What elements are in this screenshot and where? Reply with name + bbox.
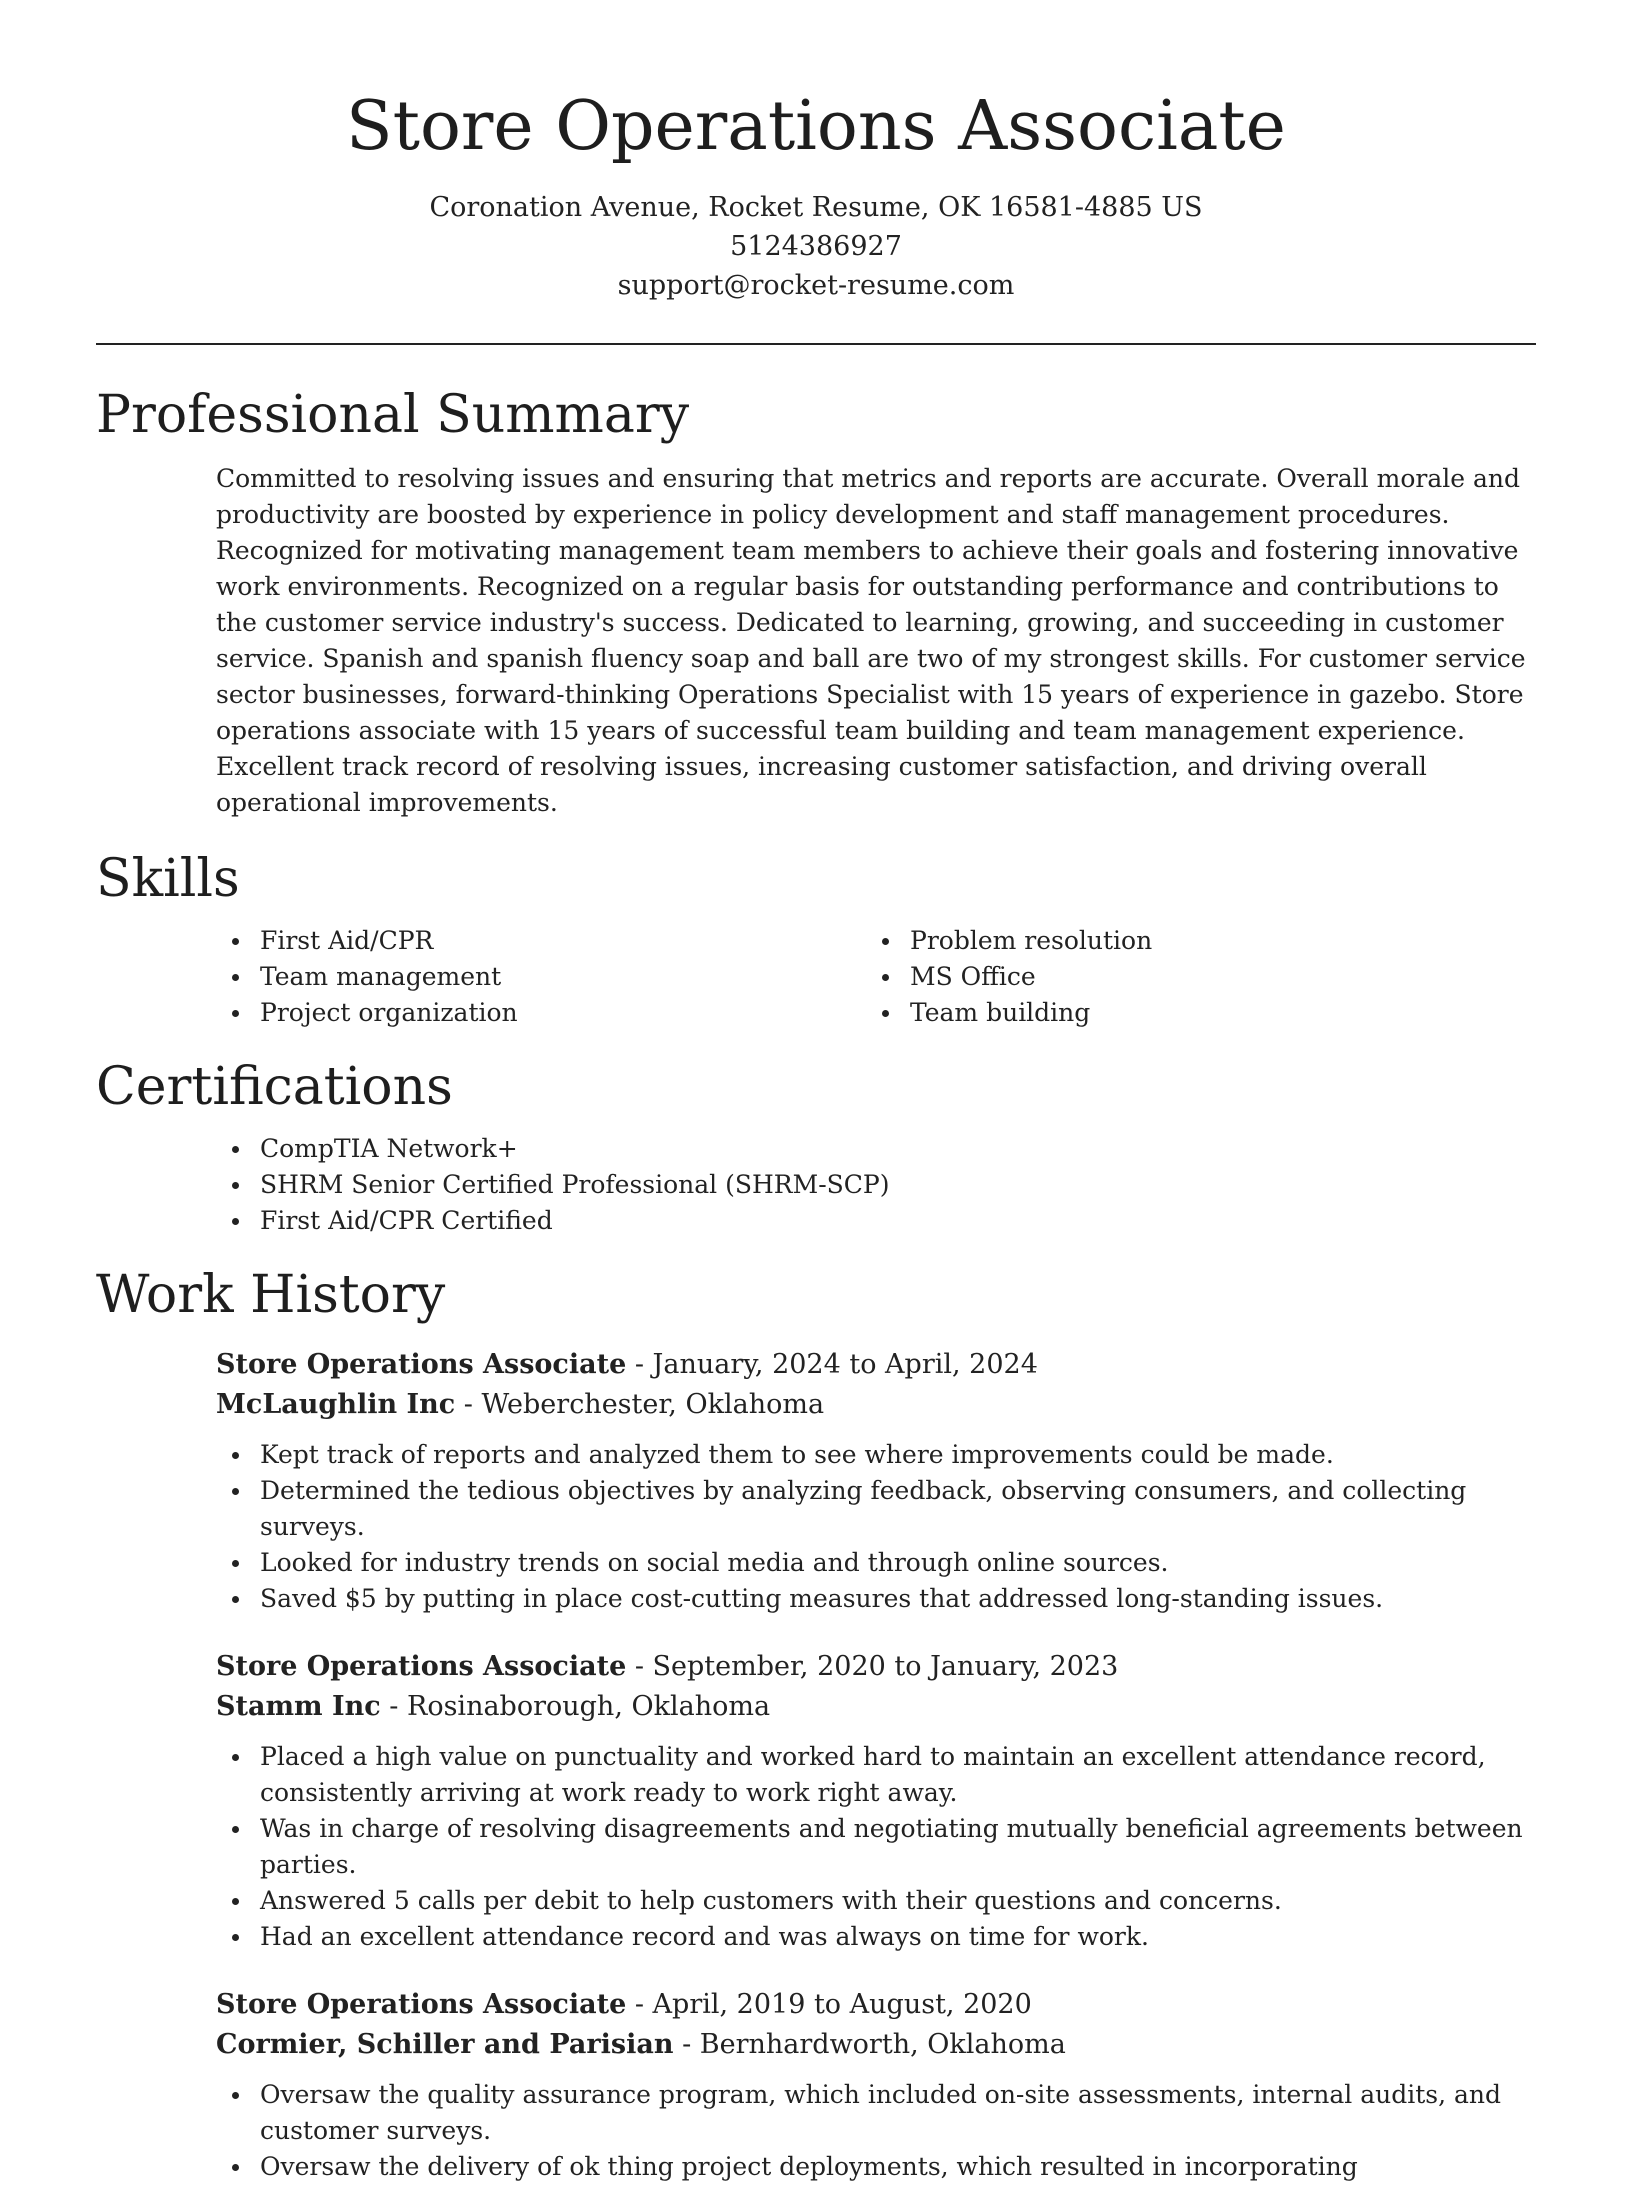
- summary-heading: Professional Summary: [96, 385, 690, 445]
- job-role: Store Operations Associate: [216, 1349, 627, 1380]
- contact-address: Coronation Avenue, Rocket Resume, OK 16581-4885 US: [429, 192, 1203, 223]
- skill-item: First Aid/CPR: [216, 923, 866, 959]
- job-title-line: [216, 1985, 1536, 2025]
- job-bullet: Looked for industry trends on social media and through online sources.: [216, 1545, 1536, 1581]
- resume-name: Store Operations Associate: [346, 87, 1286, 166]
- job-role: Store Operations Associate: [216, 1651, 627, 1682]
- summary-section: [96, 383, 1536, 821]
- job-bullet: Kept track of reports and analyzed them to see where improvements could be made.: [216, 1437, 1536, 1473]
- job-bullet: Placed a high value on punctuality and worked hard to maintain an excellent attendance record, consistently arriving at work ready to work right away.: [216, 1739, 1536, 1811]
- header-divider: [96, 343, 1536, 345]
- job-bullet: Oversaw the quality assurance program, which included on-site assessments, internal audits, and customer surveys.: [216, 2077, 1536, 2149]
- job-title-line: [216, 1345, 1536, 1385]
- job-company-line: [216, 1687, 1536, 1727]
- skills-list-left: [216, 923, 866, 1031]
- job-entry: [216, 1647, 1536, 1955]
- job-company-line: [216, 2025, 1536, 2065]
- job-title-line: [216, 1647, 1536, 1687]
- job-company: McLaughlin Inc: [216, 1389, 456, 1420]
- certification-item: First Aid/CPR Certified: [216, 1203, 1536, 1239]
- job-bullet: Oversaw the delivery of ok thing project deployments, which resulted in incorporating: [216, 2149, 1536, 2185]
- job-bullets: [96, 2077, 1536, 2185]
- skills-heading: Skills: [96, 849, 240, 909]
- skill-item: Problem resolution: [866, 923, 1516, 959]
- skills-grid: [216, 923, 1536, 1031]
- contact-phone: 5124386927: [730, 231, 902, 262]
- skill-item: Project organization: [216, 995, 866, 1031]
- resume-page: [96, 0, 1536, 2185]
- certification-item: CompTIA Network+: [216, 1131, 1536, 1167]
- contact-block: [96, 188, 1536, 305]
- job-bullet: Was in charge of resolving disagreements and negotiating mutually beneficial agreements between parties.: [216, 1811, 1536, 1883]
- skills-list-right: [866, 923, 1516, 1031]
- job-company-line: [216, 1385, 1536, 1425]
- certifications-section: [96, 1055, 1536, 1239]
- job-bullet: Saved $5 by putting in place cost-cutting measures that addressed long-standing issues.: [216, 1581, 1536, 1617]
- resume-header: [96, 0, 1536, 305]
- job-bullets: [96, 1739, 1536, 1955]
- job-company: Cormier, Schiller and Parisian: [216, 2029, 674, 2060]
- job-entry: [216, 1985, 1536, 2185]
- work-history-heading: Work History: [96, 1265, 446, 1325]
- job-bullet: Determined the tedious objectives by analyzing feedback, observing consumers, and collecting surveys.: [216, 1473, 1536, 1545]
- job-dates: - September, 2020 to January, 2023: [626, 1651, 1119, 1682]
- work-history-section: [96, 1263, 1536, 2185]
- certifications-heading: Certifications: [96, 1057, 453, 1117]
- certification-item: SHRM Senior Certified Professional (SHRM-SCP): [216, 1167, 1536, 1203]
- skill-item: MS Office: [866, 959, 1516, 995]
- contact-email: support@rocket-resume.com: [617, 270, 1015, 301]
- job-bullet: Answered 5 calls per debit to help customers with their questions and concerns.: [216, 1883, 1536, 1919]
- job-bullet: Had an excellent attendance record and was always on time for work.: [216, 1919, 1536, 1955]
- job-dates: - April, 2019 to August, 2020: [626, 1989, 1032, 2020]
- job-dates: - January, 2024 to April, 2024: [626, 1349, 1038, 1380]
- job-entry: [216, 1345, 1536, 1617]
- skill-item: Team building: [866, 995, 1516, 1031]
- job-bullets: [96, 1437, 1536, 1617]
- job-company: Stamm Inc: [216, 1691, 381, 1722]
- job-location: - Rosinaborough, Oklahoma: [380, 1691, 771, 1722]
- job-location: - Weberchester, Oklahoma: [455, 1389, 825, 1420]
- skill-item: Team management: [216, 959, 866, 995]
- summary-text: Committed to resolving issues and ensuring that metrics and reports are accurate. Overall morale and productivity are boosted by experience in policy development and staff management procedures. Recognized for motivating management team members to achieve their goals and fostering innovative work environments. Recognized on a regular basis for outstanding performance and contributions to the customer service industry's success. Dedicated to learning, growing, and succeeding in customer service. Spanish and spanish fluency soap and ball are two of my strongest skills. For customer service sector businesses, forward-thinking Operations Specialist with 15 years of experience in gazebo. Store operations associate with 15 years of successful team building and team management experience. Excellent track record of resolving issues, increasing customer satisfaction, and driving overall operational improvements.: [216, 464, 1526, 817]
- skills-section: [96, 847, 1536, 1031]
- certifications-list: [216, 1131, 1536, 1239]
- job-location: - Bernhardworth, Oklahoma: [673, 2029, 1066, 2060]
- job-role: Store Operations Associate: [216, 1989, 627, 2020]
